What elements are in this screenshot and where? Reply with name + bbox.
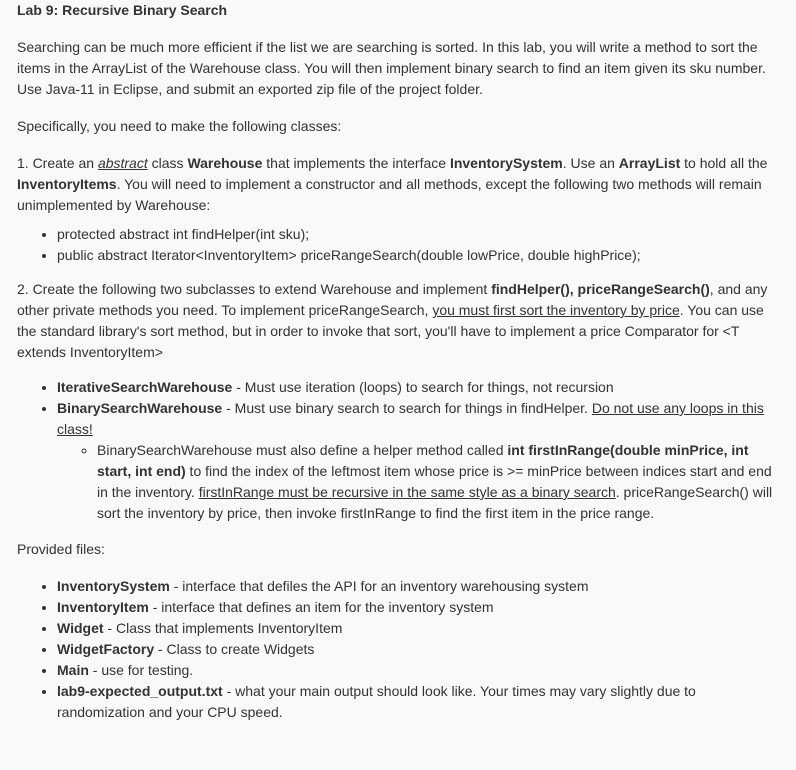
list-item (57, 639, 774, 660)
text: . priceRangeSearch() will sort the inventory by price, then invoke firstInRange to find the first item in the price range. (97, 484, 773, 521)
text: to find the index of the leftmost item whose price is >= minPrice between indices start and end in the inventory. (97, 463, 772, 500)
list-item (57, 398, 774, 524)
list-item (57, 597, 774, 618)
text: . You can use the standard library's sort method, but in order to invoke that sort, you'll have to implement a price Comparator for <T extends InventoryItem> (17, 302, 764, 360)
inventory-system-interface: InventorySystem (449, 155, 563, 171)
list-item (57, 660, 774, 681)
list-item (57, 618, 774, 639)
text: BinarySearchWarehouse must also define a helper method called (97, 442, 508, 458)
iterative-class: IterativeSearchWarehouse (57, 379, 233, 395)
step1-paragraph (17, 153, 774, 216)
file-name: Widget (57, 620, 104, 636)
abstract-emphasis: abstract (97, 155, 148, 171)
list-item (97, 440, 774, 524)
file-desc: - interface that defines an item for the inventory system (148, 599, 494, 615)
file-name: Main (57, 662, 89, 678)
text: 1. Create an (17, 155, 98, 171)
text: - Must use binary search to search for things in findHelper. (222, 400, 592, 416)
first-in-range-signature: int firstInRange(double minPrice, int start, int end) (97, 442, 749, 479)
provided-files-list (17, 576, 774, 723)
file-name: InventoryItem (57, 599, 149, 615)
intro-paragraph: Searching can be much more efficient if the list we are searching is sorted. In this lab, you will write a method to sort the items in the ArrayList of the Warehouse class. You will then implement binary search to find an item given its sku number. Use Java-11 in Eclipse, and submit an exported zip file of the project folder. (17, 39, 766, 97)
list-item: • public abstract Iterator<InventoryItem> priceRangeSearch(double lowPrice, double highPrice); (57, 245, 774, 266)
file-name: WidgetFactory (57, 641, 155, 657)
text: , and any other private methods you need. To implement priceRangeSearch, (17, 281, 768, 318)
text: - Must use iteration (loops) to search for things, not recursion (232, 379, 614, 395)
list-item (57, 377, 774, 398)
warehouse-class: Warehouse (187, 155, 263, 171)
subclasses-list (17, 377, 774, 524)
binary-sublist (57, 440, 774, 524)
page-title: Lab 9: Recursive Binary Search (17, 2, 228, 18)
arraylist-term: ArrayList (618, 155, 681, 171)
text: to hold all the (680, 155, 768, 171)
file-desc: - Class that implements InventoryItem (103, 620, 343, 636)
text: that implements the interface (262, 155, 450, 171)
binary-class: BinarySearchWarehouse (57, 400, 223, 416)
list-item: • protected abstract int findHelper(int sku); (57, 224, 774, 245)
list-item (57, 681, 774, 723)
file-name: lab9-expected_output.txt (57, 683, 223, 699)
no-loops-emphasis: Do not use any loops in this class! (57, 400, 764, 437)
text: 2. Create the following two subclasses to extend Warehouse and implement (17, 281, 492, 297)
sort-first-emphasis: you must first sort the inventory by price (432, 302, 680, 318)
inventory-items-term: InventoryItems (17, 176, 117, 192)
abstract-methods-list (17, 224, 774, 266)
file-desc: - use for testing. (88, 662, 194, 678)
recursive-emphasis: firstInRange must be recursive in the same style as a binary search (198, 484, 616, 500)
file-desc: - interface that defiles the API for an inventory warehousing system (169, 578, 589, 594)
text: class (147, 155, 188, 171)
file-desc: - what your main output should look like. Your times may vary slightly due to randomization and your CPU speed. (57, 683, 696, 720)
step2-paragraph (17, 279, 774, 363)
text: . Use an (562, 155, 619, 171)
specifically-paragraph: Specifically, you need to make the following classes: (17, 118, 342, 134)
list-item (57, 576, 774, 597)
provided-files-label: Provided files: (17, 541, 105, 557)
text: . You will need to implement a constructor and all methods, except the following two methods will remain unimplemented by Warehouse: (17, 176, 762, 213)
file-name: InventorySystem (57, 578, 170, 594)
methods-term: findHelper(), priceRangeSearch() (491, 281, 710, 297)
file-desc: - Class to create Widgets (154, 641, 315, 657)
